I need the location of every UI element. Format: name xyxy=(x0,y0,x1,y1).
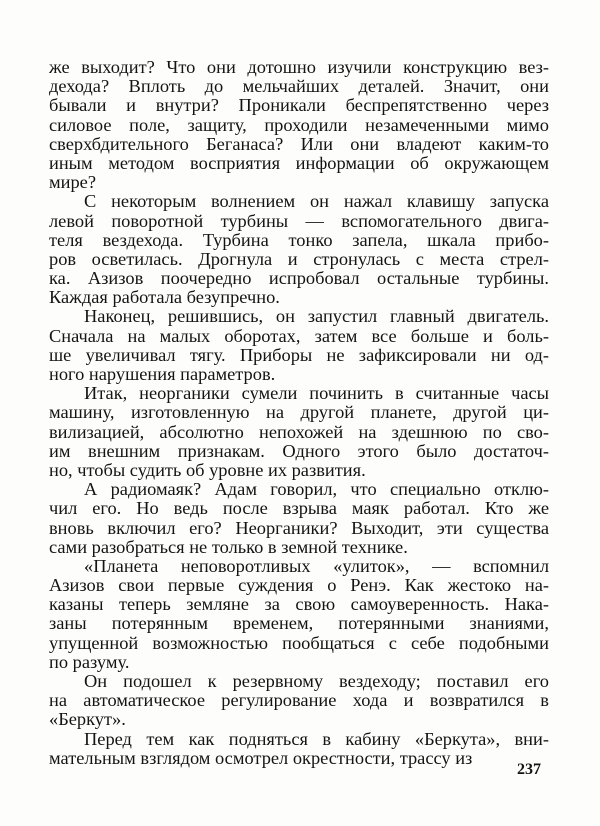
text-line: машину, изготовленную на другой планете, другой ци- xyxy=(49,402,549,423)
text-line: им внешним признакам. Одного этого было достаточ- xyxy=(49,440,549,461)
text-line: ка. Азизов поочередно испробовал остальные турбины. xyxy=(49,268,549,289)
text-line: же выходит? Что они дотошно изучили конструкцию вез- xyxy=(49,57,549,77)
text-line: А радиомаяк? Адам говорил, что специально отклю- xyxy=(84,479,549,500)
text-line: чил его. Но ведь после взрыва маяк работал. Кто же xyxy=(49,498,549,519)
text-line: вилизацией, абсолютно непохожей на здешнюю по сво- xyxy=(49,421,549,442)
text-line: Азизов свои первые суждения о Ренэ. Как жестоко на- xyxy=(49,575,549,596)
text-line: на автоматическое регулирование хода и возвратился в xyxy=(49,690,549,711)
paragraph xyxy=(49,384,549,480)
text-line: Перед тем как подняться в кабину «Беркута», вни- xyxy=(84,728,549,749)
text-line: левой поворотной турбины — вспомогательного двига- xyxy=(49,210,549,231)
paragraph xyxy=(49,307,549,384)
text-line: сами разобраться не только в земной технике. xyxy=(49,536,408,557)
paragraph xyxy=(49,672,549,730)
text-line: бывали и внутри? Проникали беспрепятственно через xyxy=(49,95,549,116)
paragraph xyxy=(49,730,549,768)
text-line: Каждая работала безупречно. xyxy=(49,287,280,308)
text-line: «Планета неповоротливых «улиток», — вспомнил xyxy=(84,555,549,576)
page-number: 237 xyxy=(517,761,541,778)
text-line: «Беркут». xyxy=(49,709,126,730)
text-line: С некоторым волнением он нажал клавишу запуска xyxy=(84,191,549,212)
paragraph xyxy=(49,192,549,307)
text-line: вновь включил его? Неорганики? Выходит, эти существа xyxy=(49,517,549,538)
text-line: казаны теперь земляне за свою самоуверенность. Нака- xyxy=(49,594,549,615)
text-line: дехода? Вплоть до мельчайших деталей. Значит, они xyxy=(49,76,549,97)
text-line: ного нарушения параметров. xyxy=(49,364,276,384)
text-line: Он подошел к резервному вездеходу; поставил его xyxy=(84,671,549,691)
text-line: Итак, неорганики сумели починить в считанные часы xyxy=(84,383,549,404)
text-line: по разуму. xyxy=(49,651,130,672)
text-line: мире? xyxy=(49,172,97,193)
paragraph xyxy=(49,480,549,557)
text-line: ше увеличивал тягу. Приборы не зафиксировали ни од- xyxy=(49,344,549,365)
text-line: ров осветилась. Дрогнула и стронулась с места стрел- xyxy=(49,248,549,269)
text-line: заны потерянным временем, потерянными знаниями, xyxy=(49,613,549,634)
text-line: мательным взглядом осмотрел окрестности, трассу из xyxy=(49,747,473,768)
paragraph xyxy=(49,557,549,672)
body-text xyxy=(49,58,549,768)
text-line: Наконец, решившись, он запустил главный двигатель. xyxy=(84,306,549,327)
text-line: Сначала на малых оборотах, затем все больше и боль- xyxy=(49,325,549,346)
paragraph xyxy=(49,58,549,192)
text-line: но, чтобы судить об уровне их развития. xyxy=(49,459,366,480)
text-line: иным методом восприятия информации об окружающем xyxy=(49,152,549,173)
text-line: упущенной возможностью пообщаться с себе подобными xyxy=(49,632,549,653)
text-line: теля вездехода. Турбина тонко запела, шкала прибо- xyxy=(49,229,549,250)
text-line: сверхбдительного Беганаса? Или они владеют каким-то xyxy=(49,133,549,154)
text-line: силовое поле, защиту, проходили незамеченными мимо xyxy=(49,114,549,135)
